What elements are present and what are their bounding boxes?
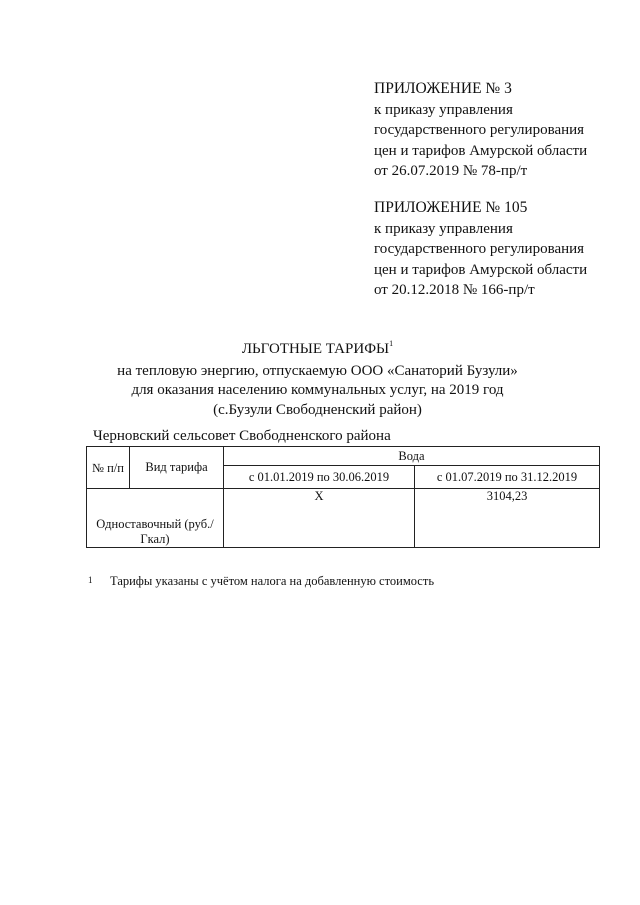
tariff-kind-cell: Одноставочный (руб./Гкал)	[87, 489, 224, 548]
tariff-table	[86, 446, 600, 548]
footnote-mark: 1	[88, 575, 93, 585]
appendix-line: к приказу управления	[374, 101, 513, 118]
table-row	[87, 489, 600, 548]
header-period-2: с 01.07.2019 по 31.12.2019	[415, 466, 600, 489]
document-title	[60, 334, 575, 360]
appendix-line: цен и тарифов Амурской области	[374, 142, 588, 159]
value-period-1: Х	[224, 489, 415, 548]
document-title-block	[60, 334, 575, 420]
header-water: Вода	[224, 447, 600, 466]
header-period-1: с 01.01.2019 по 30.06.2019	[224, 466, 415, 489]
value-period-2: 3104,23	[415, 489, 600, 548]
header-tariff-kind: Вид тарифа	[130, 447, 224, 489]
appendix-line: цен и тарифов Амурской области	[374, 261, 588, 278]
footnote	[88, 574, 434, 589]
appendix-original	[374, 198, 587, 301]
subtitle-line: (с.Бузули Свободненский район)	[213, 401, 422, 418]
appendix-current	[374, 79, 587, 182]
appendix-heading: ПРИЛОЖЕНИЕ № 3	[374, 80, 512, 97]
appendix-line: государственного регулирования	[374, 122, 585, 138]
appendix-heading: ПРИЛОЖЕНИЕ № 105	[374, 199, 528, 216]
subtitle-line: для оказания населению коммунальных услуг, на 2019 год	[131, 382, 504, 398]
appendix-line: от 20.12.2018 № 166-пр/т	[374, 282, 535, 298]
document-title-text: ЛЬГОТНЫЕ ТАРИФЫ	[241, 341, 390, 357]
appendix-line: государственного регулирования	[374, 241, 585, 257]
header-number: № п/п	[87, 447, 130, 489]
subtitle-line: на тепловую энергию, отпускаемую ООО «Санаторий Бузули»	[117, 362, 518, 379]
title-footnote-mark: 1	[389, 339, 394, 348]
table-header-row	[87, 447, 600, 466]
settlement-name: Черновский сельсовет Свободненского района	[93, 428, 391, 444]
appendix-line: от 26.07.2019 № 78-пр/т	[374, 163, 528, 179]
footnote-text: Тарифы указаны с учётом налога на добавленную стоимость	[110, 574, 435, 588]
appendix-line: к приказу управления	[374, 220, 513, 237]
